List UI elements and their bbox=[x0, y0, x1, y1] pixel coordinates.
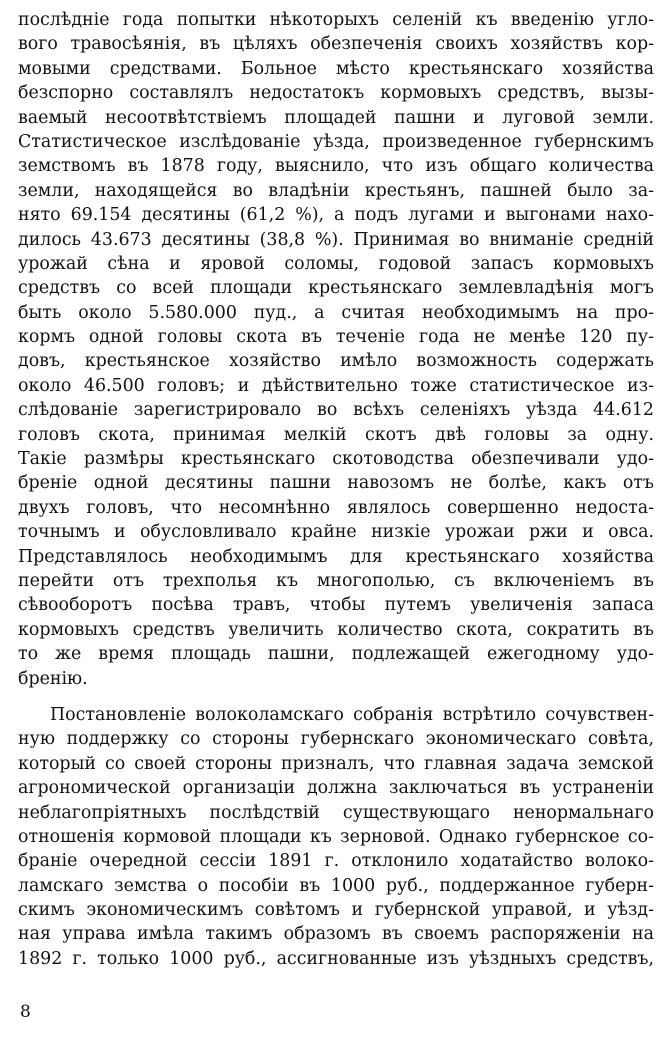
text-line: 1892 г. только 1000 руб., ассигнованные изъ уѣздныхъ средствъ, bbox=[18, 948, 654, 969]
text-line: неблагопріятныхъ послѣдствій существующаго ненормальнаго bbox=[18, 802, 654, 823]
text-line: бренію. bbox=[18, 668, 88, 689]
text-line: урожай сѣна и яровой соломы, годовой запасъ кормовыхъ bbox=[18, 253, 654, 274]
text-line: агрономической организаціи должна заключаться въ устраненіи bbox=[18, 778, 654, 799]
text-line: браніе очередной сессіи 1891 г. отклонило ходатайство волоко- bbox=[18, 851, 654, 872]
text-line: слѣдованіе зарегистрировало во всѣхъ селеніяхъ уѣзда 44.612 bbox=[18, 400, 654, 421]
text-line: средствъ со всей площади крестьянскаго землевладѣнія могъ bbox=[18, 278, 654, 299]
text-line: Представлялось необходимымъ для крестьянскаго хозяйства bbox=[18, 546, 654, 567]
paragraph-gap bbox=[18, 691, 654, 703]
text-line: ная управа имѣла такимъ образомъ въ своемъ распоряженіи на bbox=[18, 924, 654, 945]
text-line: быть около 5.580.000 пуд., а считая необходимымъ на про- bbox=[18, 302, 654, 323]
text-line: отношенія кормовой площади къ зерновой. Однако губернское со- bbox=[18, 826, 654, 847]
text-line: довъ, крестьянское хозяйство имѣло возможность содержать bbox=[18, 351, 654, 372]
text-line: который со своей стороны призналъ, что главная задача земской bbox=[18, 753, 654, 774]
text-line: Статистическое изслѣдованіе уѣзда, произведенное губернскимъ bbox=[18, 131, 654, 152]
text-line: около 46.500 головъ; и дѣйствительно тоже статистическое из- bbox=[18, 375, 654, 396]
document-page bbox=[18, 8, 654, 1038]
text-line: земствомъ въ 1878 году, выяснило, что изъ общаго количества bbox=[18, 156, 654, 177]
paragraph-2 bbox=[18, 703, 654, 971]
text-line: сѣвооборотъ посѣва травъ, чтобы путемъ увеличенія запаса bbox=[18, 595, 654, 616]
text-line: скимъ экономическимъ совѣтомъ и губернской управой, и уѣзд- bbox=[18, 900, 654, 921]
text-line: ламскаго земства о пособіи въ 1000 руб., поддержанное губерн- bbox=[18, 875, 654, 896]
text-line: ваемый несоотвѣтствіемъ площадей пашни и луговой земли. bbox=[18, 107, 654, 128]
text-line: дилось 43.673 десятины (38,8 %). Принимая во вниманіе средній bbox=[18, 229, 654, 250]
text-line: мовыми средствами. Больное мѣсто крестьянскаго хозяйства bbox=[18, 58, 654, 79]
text-line: бреніе одной десятины пашни навозомъ не болѣе, какъ отъ bbox=[18, 473, 654, 494]
paragraph-1 bbox=[18, 8, 654, 691]
text-line: Такіе размѣры крестьянскаго скотоводства обезпечивали удо- bbox=[18, 449, 654, 470]
text-line: кормъ одной головы скота въ теченіе года не менѣе 120 пу- bbox=[18, 327, 654, 348]
text-line: безспорно составлялъ недостатокъ кормовыхъ средствъ, вызы- bbox=[18, 83, 654, 104]
text-line: то же время площадь пашни, подлежащей ежегодному удо- bbox=[18, 644, 654, 665]
text-line: ную поддержку со стороны губернскаго экономическаго совѣта, bbox=[18, 729, 654, 750]
text-line: кормовыхъ средствъ увеличить количество скота, сократить въ bbox=[18, 619, 654, 640]
text-line: двухъ головъ, что несомнѣнно являлось совершенно недоста- bbox=[18, 497, 654, 518]
text-line: нято 69.154 десятины (61,2 %), а подъ лугами и выгонами нахо- bbox=[18, 205, 654, 226]
page-number: 8 bbox=[20, 1002, 31, 1022]
text-line: послѣдніе года попытки нѣкоторыхъ селеній къ введенію угло- bbox=[18, 10, 654, 30]
text-line: точнымъ и обусловливало крайне низкіе урожаи ржи и овса. bbox=[18, 522, 654, 543]
text-line: головъ скота, принимая мелкій скотъ двѣ головы за одну. bbox=[18, 424, 654, 445]
text-line: земли, находящейся во владѣніи крестьянъ, пашней было за- bbox=[18, 180, 654, 201]
text-line: Постановленіе волоколамскаго собранія встрѣтило сочувствен- bbox=[50, 704, 654, 725]
text-line: перейти отъ трехполья къ многополью, съ включеніемъ въ bbox=[18, 570, 654, 591]
text-line: вого травосѣянія, въ цѣляхъ обезпеченія своихъ хозяйствъ кор- bbox=[18, 34, 654, 55]
